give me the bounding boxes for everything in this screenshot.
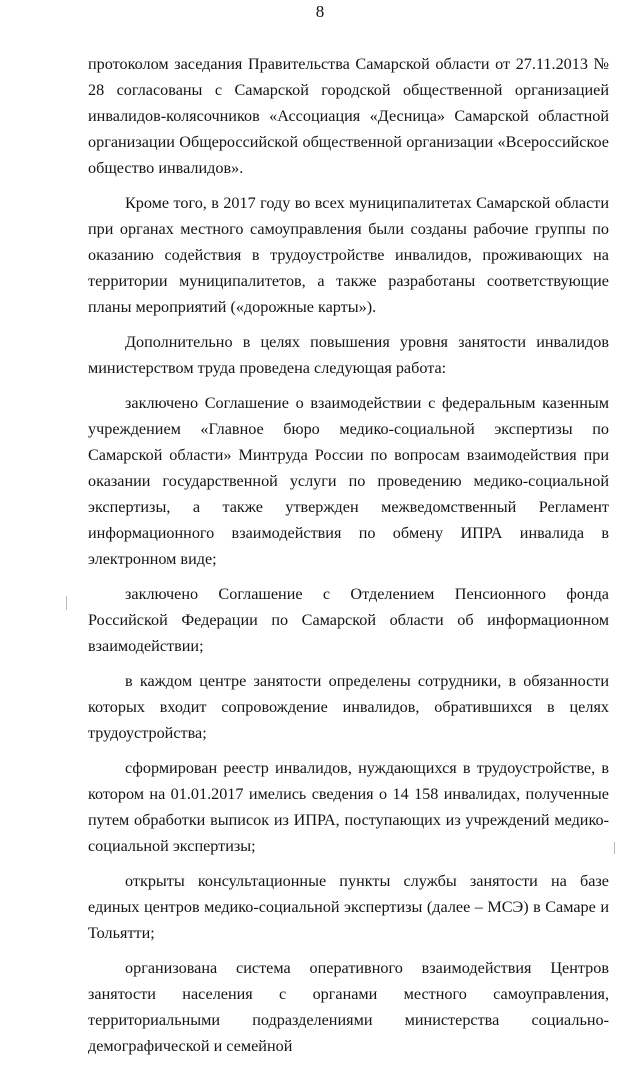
paragraph-1: протоколом заседания Правительства Самарской области от 27.11.2013 № 28 согласованы с Самарской городской общественной организацией инвалидов-колясочников «Ассоциация «Десница» Самарской областной организации Общероссийской общественной организации «Всероссийское общество инвалидов».: [88, 55, 609, 177]
paragraph-3: Дополнительно в целях повышения уровня занятости инвалидов министерством труда проведена следующая работа:: [88, 333, 609, 377]
paragraph-6: в каждом центре занятости определены сотрудники, в обязанности которых входит сопровождение инвалидов, обратившихся в целях трудоустройства;: [88, 672, 609, 742]
paragraph-9: организована система оперативного взаимодействия Центров занятости населения с органами местного самоуправления, территориальными подразделениями министерства социально-демографической и семейной: [88, 959, 609, 1055]
paragraph-8: открыты консультационные пункты службы занятости на базе единых центров медико-социальной экспертизы (далее – МСЭ) в Самаре и Тольятти;: [88, 872, 609, 942]
scan-mark-right: [614, 842, 615, 854]
document-body: [88, 51, 609, 1068]
page-number: 8: [315, 2, 325, 21]
paragraph-2: Кроме того, в 2017 году во всех муниципалитетах Самарской области при органах местного самоуправления были созданы рабочие группы по оказанию содействия в трудоустройстве инвалидов, проживающих на территории муниципалитетов, а также разработаны соответствующие планы мероприятий («дорожные карты»).: [88, 194, 609, 316]
scan-mark-left: [66, 596, 67, 610]
paragraph-5: заключено Соглашение с Отделением Пенсионного фонда Российской Федерации по Самарской области об информационном взаимодействии;: [88, 585, 609, 655]
paragraph-4: заключено Соглашение о взаимодействии с федеральным казенным учреждением «Главное бюро медико-социальной экспертизы по Самарской области» Минтруда России по вопросам взаимодействия при оказании государственной услуги по проведению медико-социальной экспертизы, а также утвержден межведомственный Регламент информационного взаимодействия по обмену ИПРА инвалида в электронном виде;: [88, 394, 609, 568]
paragraph-7: сформирован реестр инвалидов, нуждающихся в трудоустройстве, в котором на 01.01.2017 имелись сведения о 14 158 инвалидах, полученные путем обработки выписок из ИПРА, поступающих из учреждений медико-социальной экспертизы;: [88, 759, 609, 855]
